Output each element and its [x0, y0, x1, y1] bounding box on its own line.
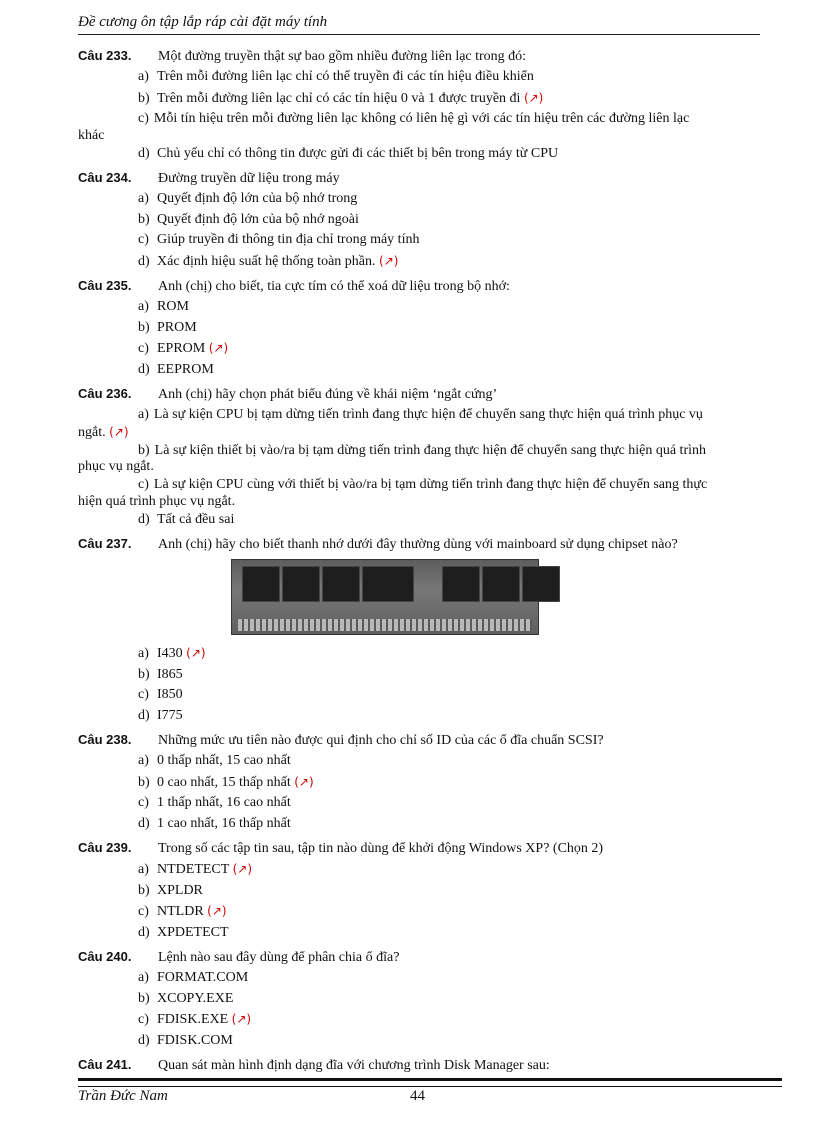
answer-option [78, 251, 760, 273]
option-letter: d) [138, 361, 150, 377]
correct-answer-icon: (↗) [208, 341, 229, 355]
option-letter: c) [138, 232, 149, 247]
option-text: 0 thấp nhất, 15 cao nhất [157, 753, 291, 768]
answer-option [78, 685, 760, 706]
option-letter: a) [138, 970, 149, 985]
document-header [78, 14, 760, 35]
answer-option [78, 772, 760, 794]
option-letter: b) [138, 666, 150, 682]
memory-chip [362, 566, 414, 602]
option-letter: d) [138, 253, 150, 269]
answer-option [78, 706, 760, 727]
option-text: I865 [157, 666, 183, 682]
question-number: Câu 241. [78, 1057, 132, 1072]
answer-option [78, 751, 760, 772]
option-text: NTDETECT [157, 862, 230, 877]
option-letter: b) [138, 774, 150, 790]
question-number: Câu 235. [78, 278, 132, 293]
option-text: XPLDR [157, 882, 203, 898]
option-text: FDISK.COM [157, 1032, 233, 1048]
question-text: Anh (chị) cho biết, tia cực tím có thể xoá dữ liệu trong bộ nhớ: [158, 279, 510, 294]
answer-option [78, 923, 760, 944]
document-footer [78, 1088, 760, 1105]
memory-chip [242, 566, 280, 602]
question-text: Lệnh nào sau đây dùng để phân chia ổ đĩa? [158, 950, 400, 965]
option-letter: b) [138, 319, 150, 335]
option-text-wrap: hiện quá trình phục vụ ngắt. [78, 493, 236, 509]
option-text-wrap: khác [78, 127, 105, 143]
option-letter: a) [138, 69, 149, 84]
answer-option [78, 338, 760, 360]
option-letter: c) [138, 477, 149, 492]
question-text: Quan sát màn hình định dạng đĩa với chương trình Disk Manager sau: [158, 1058, 550, 1073]
answer-option [78, 859, 760, 881]
option-text: 1 cao nhất, 16 thấp nhất [157, 815, 291, 831]
option-text-continued [78, 494, 760, 510]
question-row [78, 838, 760, 859]
answer-option [78, 297, 760, 318]
option-text: Là sự kiện CPU cùng với thiết bị vào/ra bị tạm dừng tiến trình đang thực hiện để chuyển sang thực [153, 477, 708, 492]
answer-option [78, 230, 760, 251]
option-letter: d) [138, 707, 150, 723]
correct-answer-icon: (↗) [207, 904, 227, 918]
option-letter: c) [138, 795, 149, 810]
question-text: Những mức ưu tiên nào được qui định cho chỉ số ID của các ổ đĩa chuẩn SCSI? [158, 733, 604, 748]
option-letter: d) [138, 815, 150, 831]
question-row [78, 947, 760, 968]
correct-answer-icon: (↗) [109, 424, 129, 439]
question-text: Đường truyền dữ liệu trong máy [158, 171, 340, 186]
question-row [78, 1055, 760, 1076]
page-number: 44 [410, 1088, 425, 1104]
answer-option [78, 405, 760, 441]
answer-option [78, 793, 760, 814]
option-letter: c) [138, 341, 149, 356]
option-text-continued [78, 459, 760, 475]
option-letter: d) [138, 511, 150, 527]
option-text-continued [78, 128, 760, 144]
memory-chip [522, 566, 560, 602]
option-letter: b) [138, 90, 150, 106]
option-letter: c) [138, 687, 149, 702]
option-text-wrap: phục vụ ngắt. [78, 459, 154, 474]
memory-chip [282, 566, 320, 602]
question-number: Câu 238. [78, 732, 132, 747]
answer-option [78, 109, 760, 144]
option-text: Xác định hiệu suất hệ thống toàn phần. [157, 253, 376, 269]
footer-rule [78, 1078, 782, 1087]
option-text: FORMAT.COM [157, 970, 249, 985]
option-text: Trên mỗi đường liên lạc chỉ có thể truyền đi các tín hiệu điều khiển [157, 69, 534, 84]
answer-option [78, 318, 760, 339]
answer-option [78, 67, 760, 88]
question-row [78, 534, 760, 555]
option-letter: a) [138, 646, 149, 661]
answer-option [78, 643, 760, 665]
answer-option [78, 814, 760, 835]
question-number: Câu 240. [78, 949, 132, 964]
question-row [78, 384, 760, 405]
question-block [78, 730, 760, 834]
question-text: Anh (chị) hãy cho biết thanh nhớ dưới đây thường dùng với mainboard sử dụng chipset nào? [158, 537, 678, 552]
question-row [78, 46, 760, 67]
answer-option [78, 510, 760, 531]
question-row [78, 730, 760, 751]
option-text: XPDETECT [157, 924, 229, 940]
question-block [78, 168, 760, 272]
option-text: 1 thấp nhất, 16 cao nhất [157, 795, 291, 810]
option-letter: a) [138, 299, 149, 314]
option-letter: c) [138, 904, 149, 919]
question-number: Câu 233. [78, 48, 132, 63]
question-block [78, 1055, 760, 1076]
question-block [78, 384, 760, 530]
question-text: Anh (chị) hãy chọn phát biểu đúng về khái niệm ‘ngắt cứng’ [158, 387, 498, 402]
option-text: PROM [157, 319, 197, 335]
option-text: FDISK.EXE [157, 1012, 229, 1027]
question-number: Câu 236. [78, 386, 132, 401]
answer-option [78, 189, 760, 210]
question-row [78, 276, 760, 297]
question-number: Câu 237. [78, 536, 132, 551]
memory-module-image [231, 559, 539, 635]
answer-option [78, 441, 760, 476]
option-letter: b) [138, 882, 150, 898]
option-letter: a) [138, 407, 149, 422]
option-text: Giúp truyền đi thông tin địa chỉ trong máy tính [157, 232, 420, 247]
option-letter: b) [138, 211, 150, 227]
question-block [78, 947, 760, 1051]
correct-answer-icon: (↗) [232, 862, 252, 876]
option-text: I850 [157, 687, 183, 702]
question-list [78, 46, 760, 1080]
question-block [78, 276, 760, 380]
option-letter: a) [138, 753, 149, 768]
option-text-continued [78, 424, 760, 441]
correct-answer-icon: (↗) [231, 1012, 252, 1026]
answer-option [78, 88, 760, 110]
memory-chip [442, 566, 480, 602]
option-text: Tất cả đều sai [157, 511, 235, 527]
option-text: I430 [157, 646, 183, 661]
option-text: XCOPY.EXE [157, 990, 234, 1006]
option-text: ROM [157, 299, 189, 314]
option-text: NTLDR [157, 904, 204, 919]
option-text: Quyết định độ lớn của bộ nhớ ngoài [157, 211, 359, 227]
correct-answer-icon: (↗) [379, 253, 399, 268]
answer-option [78, 989, 760, 1010]
option-text: Mỗi tín hiệu trên mỗi đường liên lạc không có liên hệ gì với các tín hiệu trên các đường liên lạc [153, 111, 690, 126]
question-text: Một đường truyền thật sự bao gồm nhiều đường liên lạc trong đó: [158, 49, 527, 64]
question-block [78, 838, 760, 943]
option-letter: d) [138, 1032, 150, 1048]
answer-option [78, 1009, 760, 1031]
answer-option [78, 360, 760, 381]
answer-option [78, 665, 760, 686]
header-title: Đề cương ôn tập lắp ráp cài đặt máy tính [78, 14, 328, 30]
answer-option [78, 210, 760, 231]
option-letter: b) [138, 990, 150, 1006]
option-letter: b) [138, 442, 150, 458]
option-letter: c) [138, 1012, 149, 1027]
memory-chip [322, 566, 360, 602]
answer-option [78, 1031, 760, 1052]
question-block [78, 46, 760, 164]
option-text: Chủ yếu chỉ có thông tin được gửi đi các thiết bị bên trong máy từ CPU [157, 145, 559, 161]
option-letter: d) [138, 924, 150, 940]
option-letter: c) [138, 111, 149, 126]
memory-chip [482, 566, 520, 602]
option-text: Quyết định độ lớn của bộ nhớ trong [157, 191, 358, 206]
answer-option [78, 901, 760, 923]
option-letter: a) [138, 862, 149, 877]
correct-answer-icon: (↗) [294, 774, 314, 789]
option-text: Trên mỗi đường liên lạc chỉ có các tín hiệu 0 và 1 được truyền đi [157, 90, 521, 106]
footer-author: Trần Đức Nam [78, 1088, 168, 1104]
option-text: EPROM [157, 341, 206, 356]
option-text: EEPROM [157, 361, 214, 377]
option-text-wrap: ngắt. [78, 424, 106, 440]
option-text: 0 cao nhất, 15 thấp nhất [157, 774, 291, 790]
correct-answer-icon: (↗) [523, 90, 544, 105]
answer-option [78, 881, 760, 902]
question-number: Câu 234. [78, 170, 132, 185]
option-letter: d) [138, 145, 150, 161]
option-text: I775 [157, 707, 183, 723]
option-letter: a) [138, 191, 149, 206]
option-text: Là sự kiện CPU bị tạm dừng tiến trình đang thực hiện để chuyển sang thực hiện quá trình phục vụ [153, 407, 703, 422]
question-row [78, 168, 760, 189]
correct-answer-icon: (↗) [186, 646, 206, 660]
question-block [78, 534, 760, 726]
option-text: Là sự kiện thiết bị vào/ra bị tạm dừng tiến trình đang thực hiện để chuyển sang thực hiện quá trình [154, 442, 706, 458]
answer-option [78, 968, 760, 989]
answer-option [78, 144, 760, 165]
connector-pins [238, 619, 532, 631]
question-number: Câu 239. [78, 840, 132, 855]
question-text: Trong số các tập tin sau, tập tin nào dùng để khởi động Windows XP? (Chọn 2) [158, 841, 604, 856]
answer-option [78, 475, 760, 510]
